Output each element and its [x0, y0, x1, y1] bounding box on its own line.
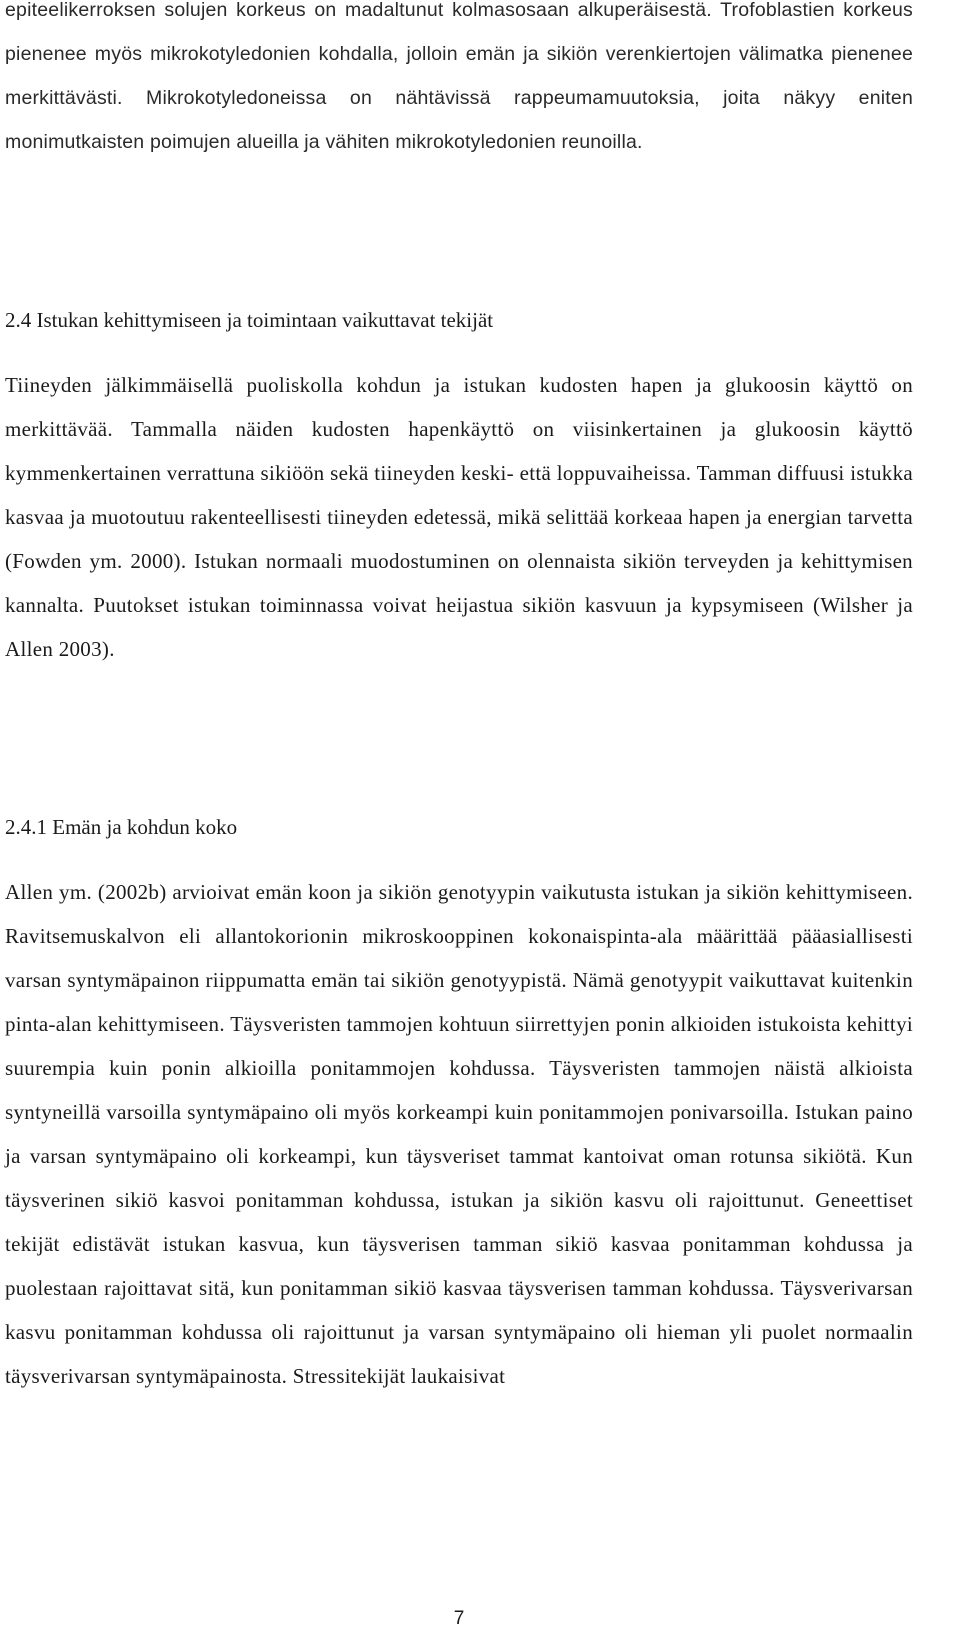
page-number: 7	[453, 1608, 465, 1629]
section-heading-2-4-1: 2.4.1 Emän ja kohdun koko	[5, 815, 238, 839]
section-heading-2-4: 2.4 Istukan kehittymiseen ja toimintaan vaikuttavat tekijät	[5, 308, 494, 332]
section-2-4-paragraph: Tiineyden jälkimmäisellä puoliskolla kohdun ja istukan kudosten hapen ja glukoosin käyttö on merkittävää. Tammalla näiden kudosten hapenkäyttö on viisinkertainen ja glukoosin käyttö kymmenkertainen verrattuna sikiöön sekä tiineyden keski- että loppuvaiheissa. Tamman diffuusi istukka kasvaa ja muotoutuu rakenteellisesti tiineyden edetessä, mikä selittää korkeaa hapen ja energian tarvetta (Fowden ym. 2000). Istukan normaali muodostuminen on olennaista sikiön terveyden ja kehittymisen kannalta. Puutokset istukan toiminnassa voivat heijastua sikiön kasvuun ja kypsymiseen (Wilsher ja Allen 2003).	[5, 373, 913, 661]
intro-paragraph: epiteelikerroksen solujen korkeus on madaltunut kolmasosaan alkuperäisestä. Trofoblastien korkeus pienenee myös mikrokotyledonien kohdalla, jolloin emän ja sikiön verenkiertojen välimatka pienenee merkittävästi. Mikrokotyledoneissa on nähtävissä rappeumamuutoksia, joita näkyy eniten monimutkaisten poimujen alueilla ja vähiten mikrokotyledonien reunoilla.	[5, 0, 913, 153]
section-2-4-1-paragraph: Allen ym. (2002b) arvioivat emän koon ja sikiön genotyypin vaikutusta istukan ja sikiön kehittymiseen. Ravitsemuskalvon eli allantokorionin mikroskooppinen kokonaispinta-ala määrittää pääasiallisesti varsan syntymäpainon riippumatta emän tai sikiön genotyypistä. Nämä genotyypit vaikuttavat kuitenkin pinta-alan kehittymiseen. Täysveristen tammojen kohtuun siirrettyjen ponin alkioiden istukoista kehittyi suurempia kuin ponin alkioilla ponitammojen kohdussa. Täysveristen tammojen näistä alkioista syntyneillä varsoilla syntymäpaino oli myös korkeampi kuin ponitammojen ponivarsoilla. Istukan paino ja varsan syntymäpaino oli korkeampi, kun täysveriset tammat kantoivat oman rotunsa sikiötä. Kun täysverinen sikiö kasvoi ponitamman kohdussa, istukan ja sikiön kasvu oli rajoittunut. Geneettiset tekijät edistävät istukan kasvua, kun täysverisen tamman sikiö kasvaa ponitamman kohdussa ja puolestaan rajoittavat sitä, kun ponitamman sikiö kasvaa täysverisen tamman kohdussa. Täysverivarsan kasvu ponitamman kohdussa oli rajoittunut ja varsan syntymäpaino oli hieman yli puolet normaalin täysverivarsan syntymäpainosta. Stressitekijät laukaisivat	[5, 880, 913, 1388]
